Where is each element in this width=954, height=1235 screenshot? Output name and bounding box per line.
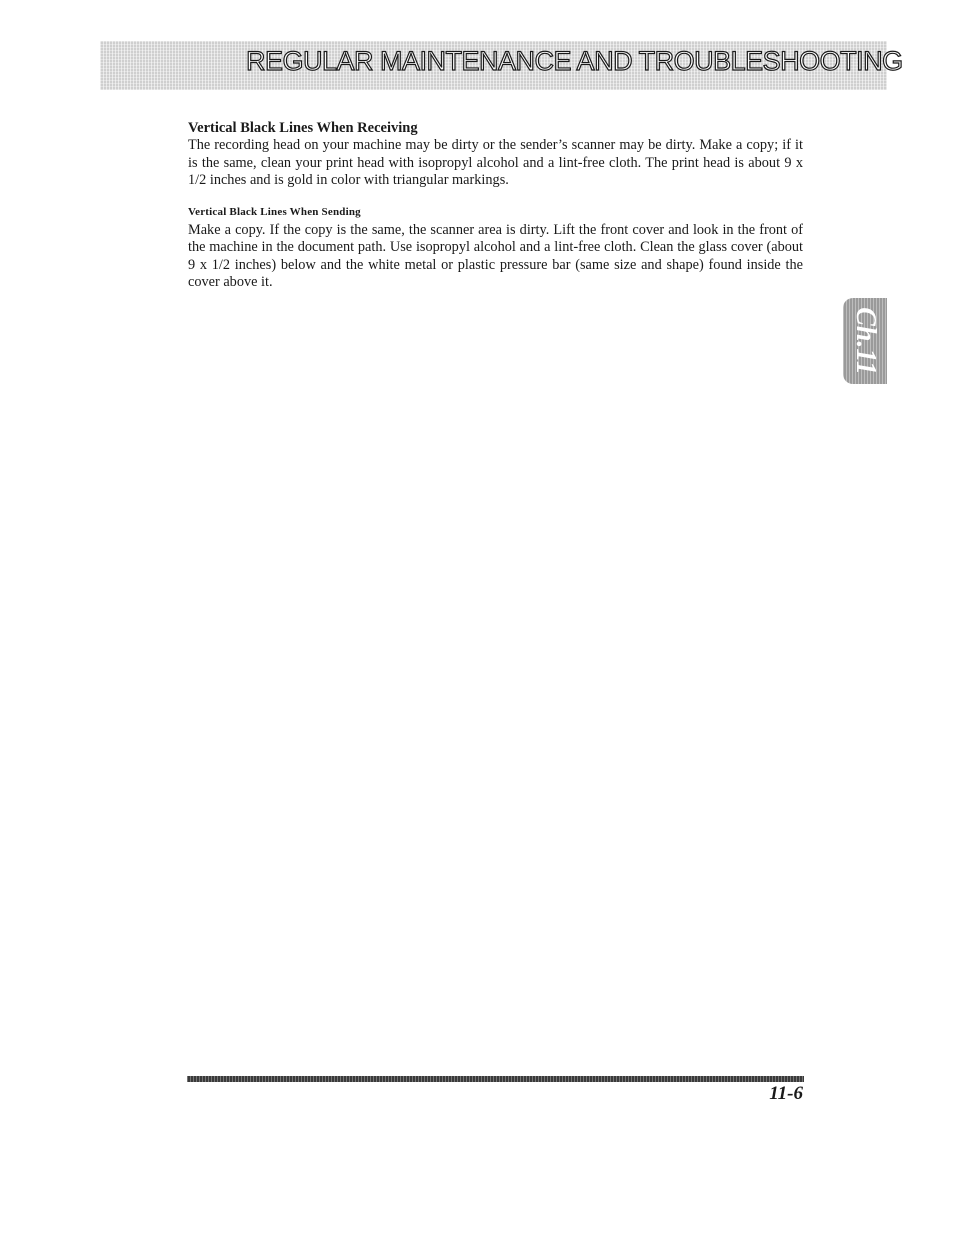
page-title: REGULAR MAINTENANCE AND TROUBLESHOOTING: [246, 46, 903, 76]
footer-rule: [187, 1076, 804, 1082]
chapter-tab: [843, 298, 887, 384]
section-body-receiving: The recording head on your machine may be dirty or the sender’s scanner may be dirty. Make a copy; if it is the same, clean your print head with isopropyl alcohol and a lint-free cloth. The print head is about 9 x 1/2 inches and is gold in color with triangular markings.: [188, 137, 803, 188]
section-body-sending: Make a copy. If the copy is the same, the scanner area is dirty. Lift the front cover and look in the front of the machine in the document path. Use isopropyl alcohol and a lint-free cloth. Clean the glass cover (about 9 x 1/2 inches) below and the white metal or plastic pressure bar (same size and shape) found inside the cover above it.: [188, 221, 803, 290]
section-heading-sending: Vertical Black Lines When Sending: [188, 205, 361, 218]
page-number: 11-6: [769, 1083, 803, 1104]
section-heading-receiving: Vertical Black Lines When Receiving: [188, 120, 418, 136]
chapter-tab-label: Ch.11: [850, 307, 881, 375]
main-content: [188, 119, 803, 292]
